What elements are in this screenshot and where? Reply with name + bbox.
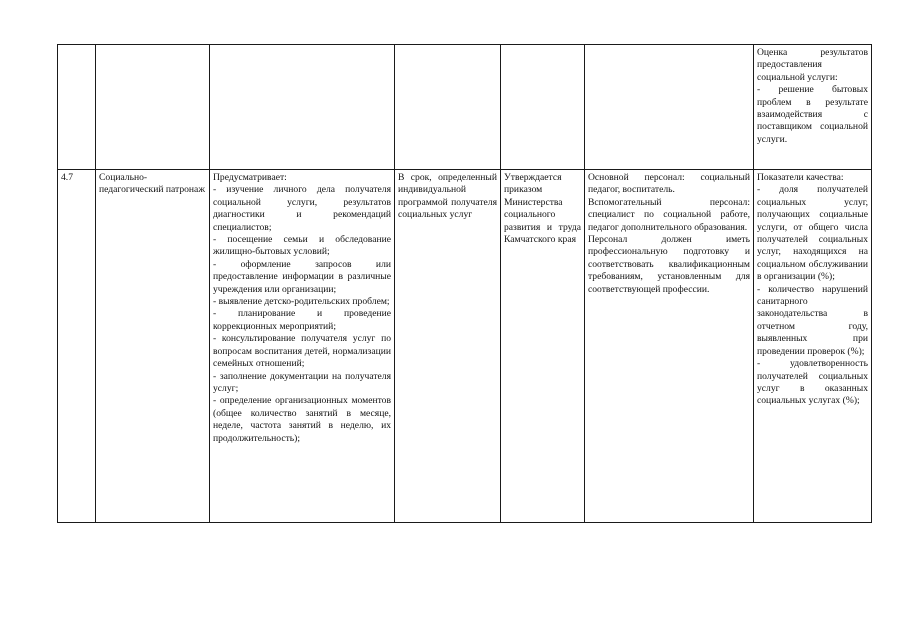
- cell-tariff: [501, 170, 585, 523]
- cell-personnel: [585, 170, 754, 523]
- service-tariff: Утверждается приказом Министерства социального развития и труда Камчатского края: [504, 172, 581, 246]
- cell-number: [58, 170, 96, 523]
- table-row-continuation: [58, 45, 872, 170]
- service-standards-table: [57, 44, 872, 523]
- personnel-paragraph: Персонал должен иметь профессиональную подготовку и соответствовать квалификационным требованиям, установленным для соответствующей профессии.: [588, 234, 750, 295]
- content-paragraph: - консультирование получателя услуг по вопросам воспитания детей, нормализации семейных отношений;: [213, 333, 391, 370]
- cell-service-name: [96, 170, 210, 523]
- content-paragraph: - посещение семьи и обследование жилищно-бытовых условий;: [213, 234, 391, 258]
- content-paragraph: - оформление запросов или предоставление информации в различные учреждения или организации;: [213, 258, 391, 295]
- content-paragraph: - заполнение документации на получателя услуг;: [213, 370, 391, 394]
- quality-paragraph: Показатели качества:: [757, 172, 844, 183]
- cell-service-name: [96, 45, 210, 170]
- content-paragraph: - выявление детско-родительских проблем;: [213, 296, 390, 308]
- content-paragraph: - планирование и проведение коррекционных мероприятий;: [213, 308, 391, 332]
- personnel-paragraph: Вспомогательный персонал: специалист по социальной работе, педагог дополнительного образования.: [588, 196, 750, 233]
- content-paragraph: - определение организационных моментов (общее количество занятий в месяце, неделе, частота занятий в неделю, их продолжительность);: [213, 395, 391, 444]
- cell-term: [395, 45, 501, 170]
- content-paragraph: Предусматривает:: [213, 172, 287, 183]
- personnel-paragraph: Основной персонал: социальный педагог, воспитатель.: [588, 172, 750, 196]
- cell-service-content: [210, 170, 395, 523]
- cell-term: [395, 170, 501, 523]
- service-name: Социально-педагогический патронаж: [99, 172, 205, 196]
- quality-paragraph: - удовлетворенность получателей социальных услуг в оказанных социальных услугах (%);: [757, 358, 868, 407]
- quality-paragraph: - решение бытовых проблем в результате взаимодействия с поставщиком социальной услуги.: [757, 84, 868, 145]
- table-row-service-4-7: [58, 170, 872, 523]
- quality-paragraph: - количество нарушений санитарного законодательства в отчетном году, выявленных при проведении проверок (%);: [757, 283, 868, 357]
- cell-tariff: [501, 45, 585, 170]
- service-term: В срок, определенный индивидуальной программой получателя социальных услуг: [398, 172, 497, 221]
- cell-quality-indicators: [754, 170, 872, 523]
- service-number: 4.7: [61, 172, 73, 183]
- cell-personnel: [585, 45, 754, 170]
- cell-number: [58, 45, 96, 170]
- cell-service-content: [210, 45, 395, 170]
- quality-paragraph: Оценка результатов предоставления социальной услуги:: [757, 47, 868, 83]
- content-paragraph: - изучение личного дела получателя социальной услуги, результатов диагностики и рекомендаций специалистов;: [213, 184, 391, 233]
- cell-quality-indicators: [754, 45, 872, 170]
- quality-paragraph: - доля получателей социальных услуг, получающих социальные услуги, от общего числа получателей социальных услуг, находящихся на социальном обслуживании в организации (%);: [757, 184, 868, 283]
